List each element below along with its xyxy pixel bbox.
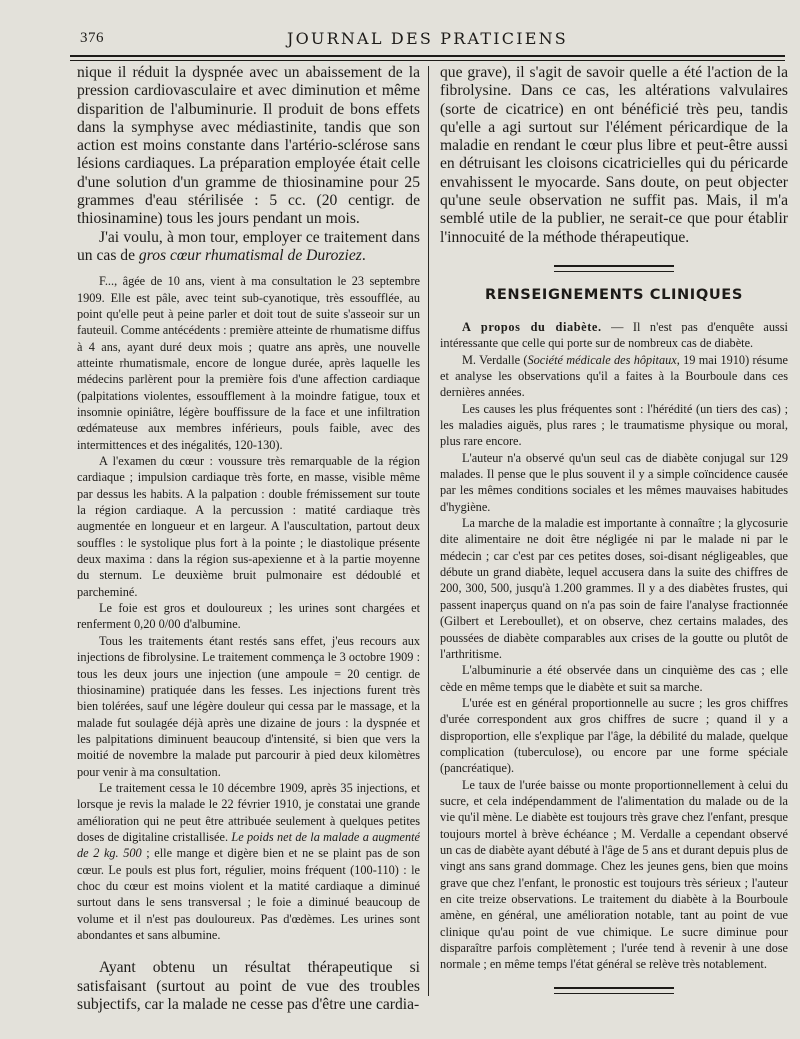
right-paragraph-1: que grave), il s'agit de savoir quelle a été l'action de la fibrolysine. Dans ce cas, les altérations valvulaires (sorte de cicatrice) en ont bénéficié très peu, tandis qu'elle a agi surtout sur l'élément péricardique de la maladie en rendant le cœur plus libre et peut-être aussi en détruisant les cloisons cicatricielles qui du péricarde envahissent le myocarde. Sans doute, on peut objecter qu'une seule observation ne suffit pas. Mais, il m'a semblé utile de la publier, ne serait-ce que pour établir l'innocuité de la méthode thérapeutique. (440, 64, 788, 246)
journal-title: JOURNAL DES PRATICIENS (287, 29, 568, 48)
clinical-paragraph-2-a: M. Verdalle ( (462, 352, 528, 367)
left-paragraph-2-italic: gros cœur rhumatismal de Duroziez (138, 246, 362, 264)
clinical-paragraph-8: Le taux de l'urée baisse ou monte proportionnellement à celui du sucre, et cela indépendamment de l'alimentation du malade ou de la vie qu'il mène. Le diabète est toujours très grave chez l'enfant, presque toujours mortel à brève échéance ; M. Verdalle a cependant observé un cas de diabète ayant débuté à l'âge de 5 ans et durant depuis plus de vingt ans sans grand dommage. Chez les jeunes gens, bien que moins grave que chez l'enfant, le pronostic est toujours très sérieux ; l'auteur en cite treize observations. Le traitement du diabète à la Bourboule amène, en général, une amélioration notable, tant au point de vue clinique qu'au point de vue chimique. Le sucre diminue pour disparaître parfois complètement ; l'urée tend à revenir à une dose normale ; en même temps l'état général se relève très notablement. (440, 777, 788, 972)
header-rule-thick (70, 55, 785, 57)
clinical-paragraph-2 (440, 352, 788, 401)
case-paragraph-1: F..., âgée de 10 ans, vient à ma consultation le 23 septembre 1909. Elle est pâle, avec teint sub-cyanotique, très essoufflée, au point qu'elle peut à peine parler et doit tout de suite s'asseoir sur un fauteuil. Comme antécédents : première atteinte de rhumatisme diffus à 4 ans, ayant duré deux mois ; quatre ans après, une nouvelle atteinte rhumatismale, encore de longue durée, après laquelle les médecins parlèrent pour la première fois d'une affection cardiaque (palpitations violentes, essoufflement à la moindre fatigue, toux et insomnie opiniâtre, légère bouffissure de la face et une infiltration œdémateuse aux membres inférieurs, pouls faible, avec des intermittences et des inégalités, 120-130). (77, 274, 420, 452)
section-divider (554, 265, 674, 272)
case-paragraph-3: Le foie est gros et douloureux ; les urines sont chargées et renferment 0,20 0/00 d'albumine. (77, 601, 420, 632)
left-paragraph-final: Ayant obtenu un résultat thérapeutique si satisfaisant (surtout au point de vue des troubles subjectifs, car la malade ne cesse pas d'être une cardia- (77, 959, 420, 1013)
page-header (70, 26, 785, 52)
left-paragraph-2-text: J'ai voulu, à mon tour, employer ce traitement dans un cas de (77, 228, 420, 264)
header-rule-thin (70, 60, 785, 61)
case-paragraph-4: Tous les traitements étant restés sans effet, j'eus recours aux injections de fibrolysine. Le traitement commença le 3 octobre 1909 : tous les deux jours une injection (une ampoule = 20 centigr. de thiosinamine) pratiquée dans les fesses. Les injections furent très bien tolérées, sauf une légère douleur qui cessa par le massage, et la malade fut soulagée déjà après une dizaine de jours : la dyspnée et les palpitations diminuent beaucoup d'intensité, si bien que vers la moitié de novembre la malade put parcourir à pied deux kilomètres pour venir à ma consultation. (77, 633, 420, 779)
case-paragraph-5 (77, 780, 420, 943)
case-paragraph-5-a: Le traitement cessa le 10 décembre 1909, après 35 injections, et lorsque je revis la malade le 22 février 1910, je constatai une grande amélioration qui ne peut être attribuée seulement à quelques petites doses de digitaline cristallisée. (77, 780, 420, 844)
right-column (440, 64, 788, 1024)
case-paragraph-5-b: ; elle mange et digère bien et ne se plaint pas de son cœur. Le pouls est plus fort, régulier, moins fréquent (100-110) : le choc du cœur est moins violent et la matité cardiaque a diminué surtout dans le sens transversal ; le foie a diminué beaucoup de volume et il n'est pas douloureux. Pas d'œdèmes. Les urines sont abondantes et sans albumine. (77, 846, 420, 943)
column-divider (428, 66, 429, 996)
section-title: RENSEIGNEMENTS CLINIQUES (485, 285, 743, 303)
clinical-lead: A propos du diabète. (462, 319, 602, 334)
clinical-paragraph-1 (440, 319, 788, 352)
clinical-paragraph-2-italic: Société médicale des hôpitaux (527, 352, 677, 367)
clinical-paragraph-4: L'auteur n'a observé qu'un seul cas de diabète conjugal sur 129 malades. Il pense que le plus souvent il y a simple coïncidence causée par les mêmes conditions sociales et les mêmes mauvaises habitudes d'hygiène. (440, 450, 788, 514)
clinical-paragraph-2-b: , 19 mai 1910) résume et analyse les observations qu'il a faites à la Bourboule dans ces dernières années. (440, 352, 788, 400)
clinical-paragraph-7: L'urée est en général proportionnelle au sucre ; les gros chiffres d'urée correspondent aux gros chiffres de sucre ; quand il y a disproportion, elle s'explique par l'âge, la débilité du malade, quelque complication (tuberculose), ou encore par une forme spéciale (pancréatique). (440, 695, 788, 776)
left-column (77, 64, 420, 1024)
clinical-paragraph-5: La marche de la maladie est importante à connaître ; la glycosurie dite alimentaire ne doit être négligée ni par le malade ni par le médecin ; car c'est par ces petites doses, soi-disant négligeables, que débute un grand diabète, lequel accusera dans la suite des chiffres de 200, 300, 500, jusqu'à 1.200 grammes. Il y a des diabètes frustes, qui passent inaperçus quand on n'a pas soin de faire l'analyse fractionnée (Gilbert et Lereboullet), et on observe, chez certains malades, des poussées de diabète comparables aux crises de la goutte ou plutôt de l'arthritisme. (440, 516, 788, 661)
page-number: 376 (80, 30, 104, 46)
clinical-paragraph-3: Les causes les plus fréquentes sont : l'hérédité (un tiers des cas) ; les maladies aiguës, plus rares ; le traumatisme physique ou moral, plus rare encore. (440, 401, 788, 449)
clinical-paragraph-6: L'albuminurie a été observée dans un cinquième des cas ; elle cède en même temps que le diabète et suit sa marche. (440, 663, 788, 694)
left-paragraph-2-end: . (361, 246, 366, 264)
end-divider (554, 987, 674, 994)
case-paragraph-2: A l'examen du cœur : voussure très remarquable de la région cardiaque ; impulsion cardiaque très forte, en masse, visible même par dessus les habits. A la palpation : double frémissement sur toute la région cardiaque. A la percussion : matité cardiaque très augmentée en longueur et en largeur. A l'auscultation, partout deux souffles : le systolique plus fort à la pointe ; le diastolique présente deux maxima : dans la région sus-apexienne et à la partie moyenne du sternum. Le deuxième bruit pulmonaire est dédoublé et parcheminé. (77, 454, 420, 599)
case-paragraph-5-italic: Le poids net de la malade a augmenté de 2 kg. 500 (77, 829, 420, 861)
left-paragraph-2 (77, 229, 420, 266)
clinical-paragraph-1-text: — Il n'est pas d'enquête aussi intéressante que celle qui porte sur de nombreux cas de diabète. (440, 319, 788, 351)
left-paragraph-1: nique il réduit la dyspnée avec un abaissement de la pression cardiovasculaire et avec diminution et même disparition de l'albuminurie. Il produit de bons effets dans la symphyse avec médiastinite, tandis que son action est moins constante dans l'artério-sclérose sans lésions cardiaques. La préparation employée était celle d'une solution d'un gramme de thiosinamine pour 25 grammes d'eau stérilisée : 5 cc. (20 centigr. de thiosinamine) tous les jours pendant un mois. (77, 64, 420, 228)
